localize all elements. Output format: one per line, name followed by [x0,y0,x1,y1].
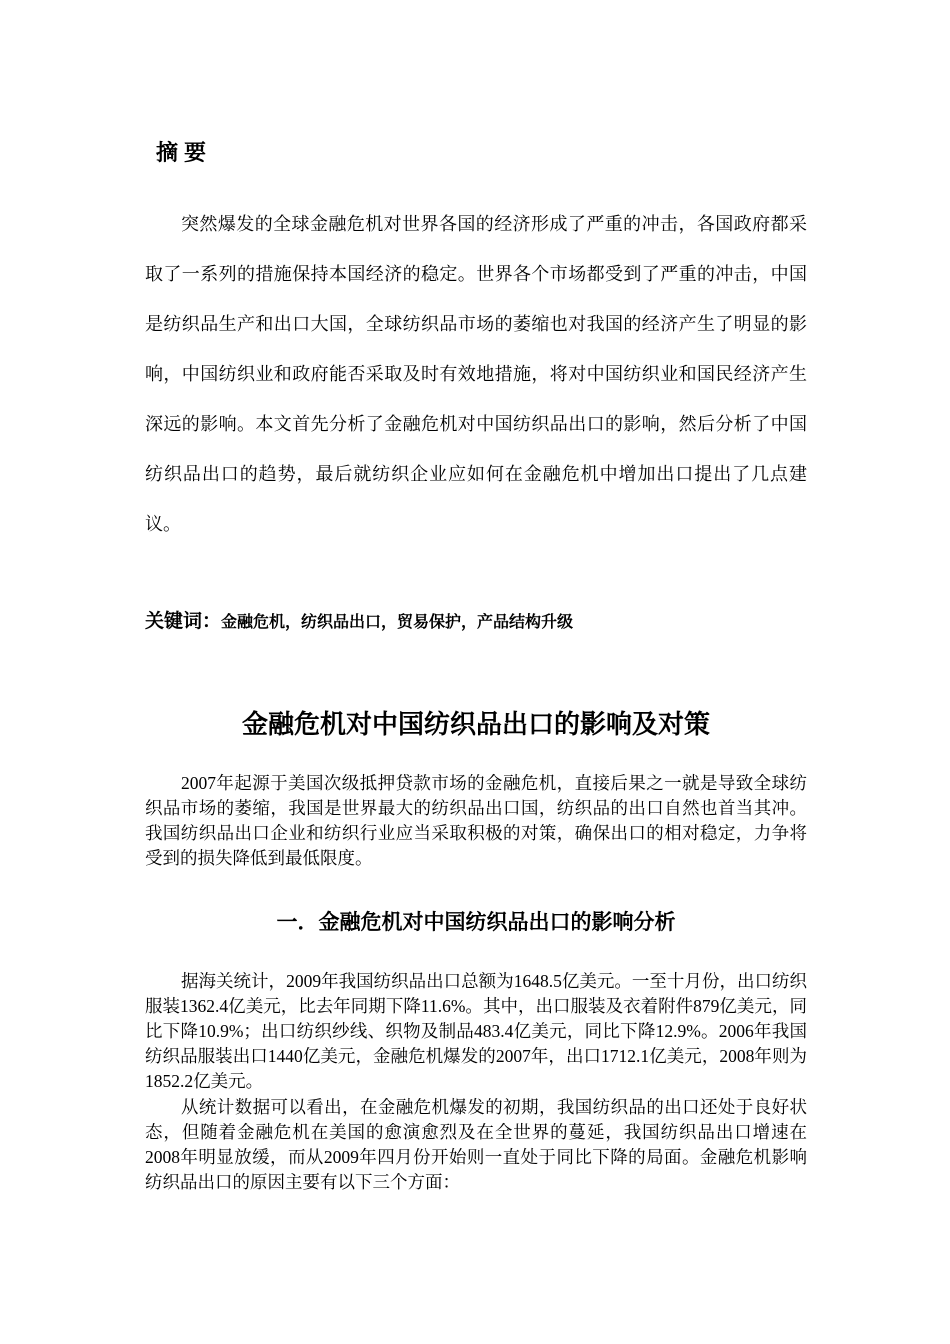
section-paragraph-1: 据海关统计，2009年我国纺织品出口总额为1648.5亿美元。一至十月份，出口纺织服装1362.4亿美元，比去年同期下降11.6%。其中，出口服装及衣着附件879亿美元，同比下降10.9%；出口纺织纱线、织物及制品483.4亿美元，同比下降12.9%。2006年我国纺织品服装出口1440亿美元，金融危机爆发的2007年，出口1712.1亿美元，2008年则为1852.2亿美元。 [145,971,807,1091]
section-paragraph-2: 从统计数据可以看出，在金融危机爆发的初期，我国纺织品的出口还处于良好状态，但随着金融危机在美国的愈演愈烈及在全世界的蔓延，我国纺织品出口增速在2008年明显放缓，而从2009年四月份开始则一直处于同比下降的局面。金融危机影响纺织品出口的原因主要有以下三个方面： [145,1097,807,1192]
abstract-body: 突然爆发的全球金融危机对世界各国的经济形成了严重的冲击，各国政府都采取了一系列的措施保持本国经济的稳定。世界各个市场都受到了严重的冲击，中国是纺织品生产和出口大国，全球纺织品市场的萎缩也对我国的经济产生了明显的影响，中国纺织业和政府能否采取及时有效地措施，将对中国纺织业和国民经济产生深远的影响。本文首先分析了金融危机对中国纺织品出口的影响，然后分析了中国纺织品出口的趋势，最后就纺织企业应如何在金融危机中增加出口提出了几点建议。 [145,214,807,535]
abstract-heading: 摘要 [156,141,213,166]
paper-title: 金融危机对中国纺织品出口的影响及对策 [241,710,710,740]
section-heading: 一．金融危机对中国纺织品出口的影响分析 [276,910,676,934]
keywords-line [145,606,807,633]
intro-paragraph: 2007年起源于美国次级抵押贷款市场的金融危机，直接后果之一就是导致全球纺织品市场的萎缩，我国是世界最大的纺织品出口国，纺织品的出口自然也首当其冲。我国纺织品出口企业和纺织行业应当采取积极的对策，确保出口的相对稳定，力争将受到的损失降低到最低限度。 [145,773,807,868]
keywords-value: 金融危机，纺织品出口，贸易保护，产品结构升级 [221,612,574,631]
keywords-label: 关键词： [145,610,222,632]
